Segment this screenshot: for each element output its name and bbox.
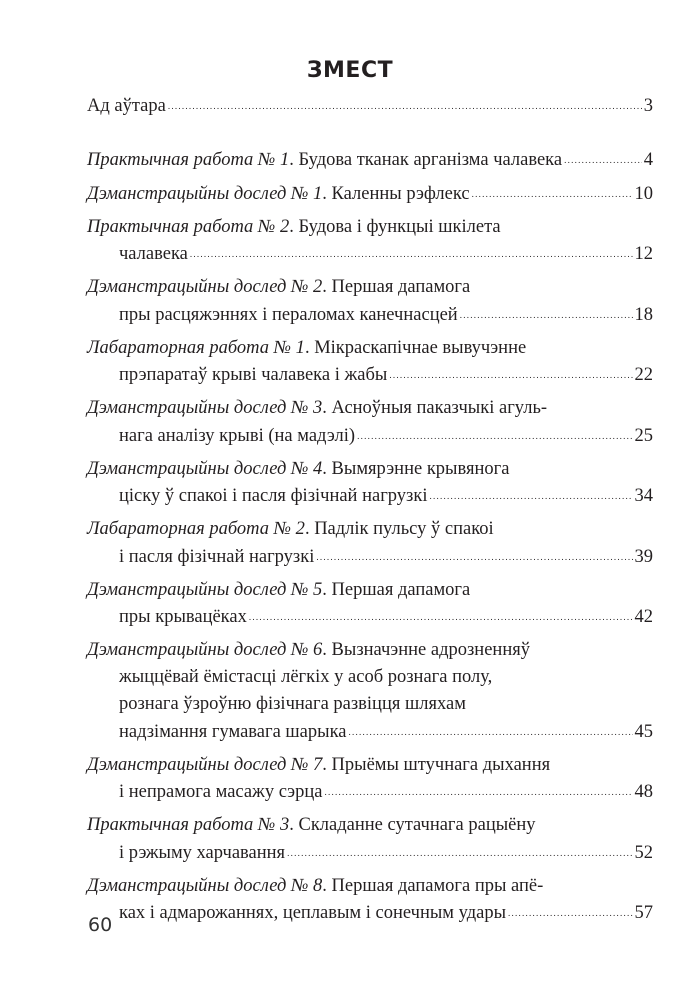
- entry-title-text: . Складанне сутачнага рацыёну: [289, 815, 536, 835]
- toc-line: [87, 214, 653, 241]
- entry-type-label: Дэманстрацыйны дослед № 6: [87, 640, 323, 660]
- toc-line: [87, 779, 653, 807]
- toc-line: [87, 395, 653, 422]
- toc-line: [87, 456, 653, 483]
- toc-line: [87, 335, 653, 362]
- toc-line: [87, 604, 653, 632]
- page-number: 60: [88, 914, 113, 936]
- toc-line: [87, 839, 653, 867]
- toc-line: [87, 812, 653, 839]
- entry-title-text: надзімання гумавага шарыка: [119, 721, 347, 742]
- toc-entry[interactable]: [87, 92, 653, 120]
- page-title: ЗМЕСТ: [306, 58, 394, 83]
- toc-line: [87, 516, 653, 543]
- toc-entry[interactable]: [87, 637, 653, 746]
- dot-leader: [429, 483, 632, 502]
- toc-line: [87, 900, 653, 928]
- entry-title-text: і пасля фізічнай нагрузкі: [119, 546, 315, 567]
- entry-page-number: 57: [634, 903, 653, 923]
- toc-entry[interactable]: [87, 812, 653, 867]
- toc-entry[interactable]: [87, 456, 653, 511]
- entry-type-label: Дэманстрацыйны дослед № 3: [87, 398, 323, 418]
- entry-title-text: нага аналізу крыві (на мадэлі): [119, 425, 356, 446]
- dot-leader: [357, 422, 632, 441]
- dot-leader: [349, 718, 633, 737]
- toc-line: [87, 274, 653, 301]
- toc-entry[interactable]: [87, 214, 653, 269]
- toc-entry[interactable]: [87, 147, 653, 175]
- entry-title-text: прэпаратаў крыві чалавека і жабы: [119, 365, 388, 385]
- entry-title-text: пры расцяжэннях і пераломах канечнасцей: [119, 304, 458, 325]
- entry-type-label: Лабараторная работа № 1: [87, 337, 305, 358]
- toc-entry[interactable]: [87, 752, 653, 807]
- toc-line: [87, 483, 653, 511]
- entry-page-number: 12: [634, 244, 653, 264]
- toc-line: [87, 301, 653, 329]
- toc-entry[interactable]: [87, 335, 653, 390]
- entry-title-text: . Будова тканак арганізма чалавека: [289, 150, 563, 170]
- toc-line: [87, 422, 653, 450]
- dot-leader: [190, 241, 633, 260]
- toc-line: [87, 180, 653, 208]
- entry-page-number: 39: [634, 546, 653, 567]
- toc-line: [87, 543, 653, 571]
- dot-leader: [324, 779, 632, 798]
- entry-type-label: Практычная работа № 2: [87, 216, 290, 237]
- toc-entry[interactable]: [87, 873, 653, 928]
- toc-line: [87, 873, 653, 900]
- entry-type-label: Дэманстрацыйны дослед № 2: [87, 277, 323, 297]
- toc-line: [87, 664, 653, 691]
- entry-title-text: ках і адмарожаннях, цеплавым і сонечным удары: [119, 903, 507, 923]
- entry-type-label: Практычная работа № 3: [87, 815, 290, 835]
- entry-page-number: 48: [634, 782, 653, 802]
- toc-entry[interactable]: [87, 577, 653, 632]
- entry-page-number: 18: [634, 304, 653, 325]
- dot-leader: [168, 92, 642, 111]
- entry-title-text: Ад аўтара: [87, 95, 166, 116]
- toc-line: [87, 691, 653, 718]
- toc-line: [87, 362, 653, 390]
- dot-leader: [287, 839, 632, 858]
- toc-line: [87, 637, 653, 664]
- toc-entry[interactable]: [87, 516, 653, 571]
- entry-page-number: 10: [634, 183, 653, 204]
- entry-title-text: . Прыёмы штучнага дыхання: [322, 754, 551, 775]
- entry-page-number: 52: [634, 842, 653, 863]
- entry-page-number: 42: [634, 607, 653, 627]
- entry-title-text: . Асноўныя паказчыкі агуль-: [322, 398, 548, 418]
- entry-title-text: . Першая дапамога: [322, 277, 471, 297]
- entry-page-number: 22: [634, 365, 653, 385]
- entry-title-text: . Каленны рэфлекс: [322, 183, 470, 204]
- toc-line: [87, 241, 653, 269]
- entry-type-label: Практычная работа № 1: [87, 150, 290, 170]
- toc-line: [87, 577, 653, 604]
- entry-title-text: . Падлік пульсу ў спакоі: [304, 519, 494, 539]
- entry-type-label: Дэманстрацыйны дослед № 5: [87, 579, 323, 600]
- entry-title-text: . Будова і функцыі шкілета: [289, 216, 501, 237]
- entry-title-text: . Мікраскапічнае вывучэнне: [304, 337, 527, 358]
- dot-leader: [389, 362, 632, 381]
- entry-type-label: Дэманстрацыйны дослед № 1: [87, 183, 323, 204]
- entry-title-text: пры крывацёках: [119, 607, 247, 627]
- entry-page-number: 45: [634, 721, 653, 742]
- dot-leader: [564, 147, 642, 166]
- toc-line: [87, 752, 653, 779]
- entry-page-number: 34: [634, 486, 653, 506]
- toc-entry[interactable]: [87, 395, 653, 450]
- toc-line: [87, 147, 653, 175]
- entry-page-number: 25: [634, 425, 653, 446]
- entry-title-text: . Першая дапамога пры апё-: [322, 875, 544, 896]
- dot-leader: [508, 900, 632, 919]
- dot-leader: [249, 604, 633, 623]
- entry-title-text: . Першая дапамога: [322, 579, 471, 600]
- dot-leader: [472, 180, 633, 199]
- entry-page-number: 3: [643, 95, 653, 116]
- toc-entry[interactable]: [87, 274, 653, 329]
- entry-type-label: Дэманстрацыйны дослед № 7: [87, 754, 323, 775]
- entry-title-text: рознага ўзроўню фізічнага развіцця шляхам: [119, 694, 466, 714]
- entry-type-label: Дэманстрацыйны дослед № 8: [87, 875, 323, 896]
- toc-line: [87, 92, 653, 120]
- table-of-contents: [87, 92, 653, 933]
- entry-title-text: . Вызначэнне адрозненняў: [322, 640, 530, 660]
- dot-leader: [316, 543, 632, 562]
- entry-title-text: жыццёвай ёмістасці лёгкіх у асоб рознага полу,: [119, 667, 493, 687]
- entry-title-text: і непрамога масажу сэрца: [119, 782, 323, 802]
- entry-type-label: Лабараторная работа № 2: [87, 519, 305, 539]
- entry-title-text: . Вымярэнне крывянога: [322, 458, 510, 479]
- dot-leader: [460, 301, 633, 320]
- entry-title-text: чалавека: [119, 244, 188, 264]
- entry-title-text: ціску ў спакоі і пасля фізічнай нагрузкі: [119, 486, 428, 506]
- toc-line: [87, 718, 653, 746]
- entry-page-number: 4: [643, 150, 653, 170]
- entry-title-text: і рэжыму харчавання: [119, 842, 286, 863]
- entry-type-label: Дэманстрацыйны дослед № 4: [87, 458, 323, 479]
- toc-entry[interactable]: [87, 180, 653, 208]
